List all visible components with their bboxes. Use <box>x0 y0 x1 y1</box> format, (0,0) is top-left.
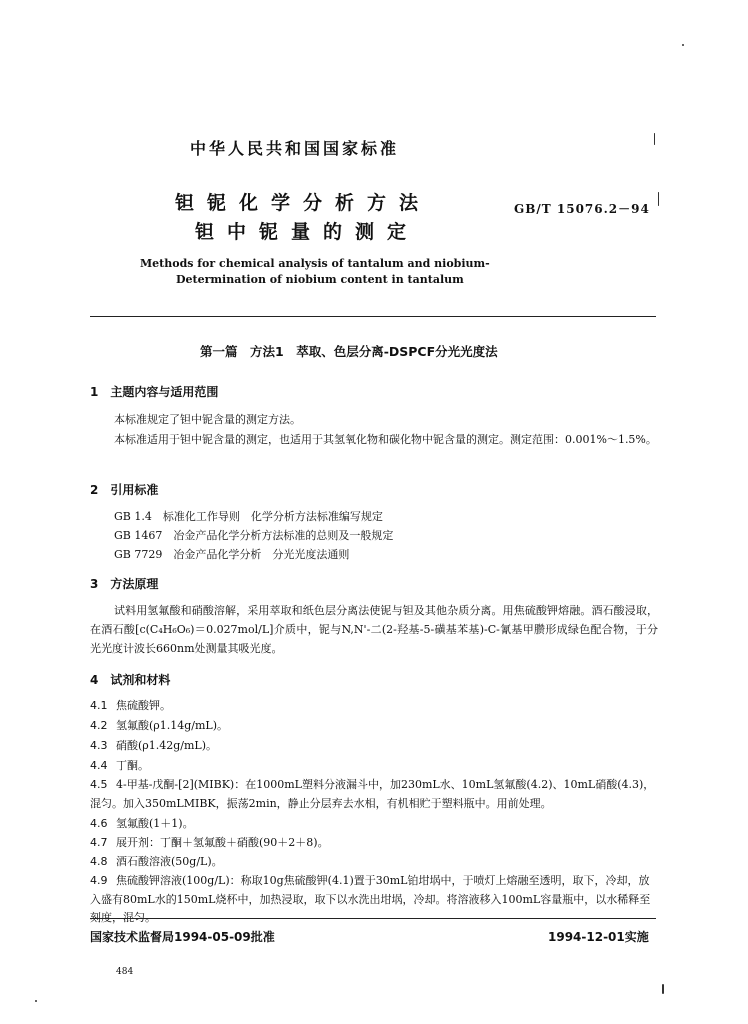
section-4-title: 4 试剂和材料 <box>90 673 171 687</box>
reagent-item <box>90 757 658 776</box>
reagent-number: 4.7 <box>90 836 108 849</box>
section-3-title: 3 方法原理 <box>90 577 159 591</box>
reagent-text: 氢氟酸(ρ1.14g/mL)。 <box>116 719 229 732</box>
scan-speck <box>682 44 684 46</box>
section-1-title: 1 主题内容与适用范围 <box>90 385 219 399</box>
reference-item: GB 7729 冶金产品化学分析 分光光度法通则 <box>114 548 350 561</box>
national-standard-heading: 中华人民共和国国家标准 <box>190 139 400 158</box>
scan-speck <box>662 984 664 994</box>
approval-note: 国家技术监督局1994-05-09批准 <box>90 930 275 944</box>
implementation-date: 1994-12-01实施 <box>548 930 649 944</box>
standard-title-line2: 钽中铌量的测定 <box>195 221 420 243</box>
reagent-item <box>90 834 658 853</box>
section-1-para-1: 本标准规定了钽中铌含量的测定方法。 <box>114 413 301 426</box>
english-title-line1: Methods for chemical analysis of tantalum and niobium- <box>140 257 490 270</box>
footer-divider <box>90 918 656 919</box>
english-title-line2: Determination of niobium content in tantalum <box>176 273 464 286</box>
reagent-item <box>90 872 658 928</box>
reagent-text: 焦硫酸钾。 <box>116 699 171 712</box>
reagent-number: 4.5 <box>90 778 108 791</box>
standard-number: GB/T 15076.2－94 <box>514 202 650 216</box>
header-divider <box>90 316 656 317</box>
reagent-item <box>90 717 658 736</box>
reagent-text: 丁酮。 <box>116 759 149 772</box>
reagent-number: 4.3 <box>90 739 108 752</box>
reagent-item <box>90 697 658 716</box>
page-number: 484 <box>116 967 134 977</box>
reagent-item <box>90 815 658 834</box>
reagent-text: 焦硫酸钾溶液(100g/L)：称取10g焦硫酸钾(4.1)置于30mL铂坩埚中，于喷灯上熔融至透明，取下，冷却，放入盛有80mL水的150mL烧杯中，加热浸取，取下以水洗出坩埚，冷却。将溶液移入100mL容量瓶中，以水稀释至刻度，混匀。 <box>90 874 651 924</box>
reagent-text: 硝酸(ρ1.42g/mL)。 <box>116 739 218 752</box>
scan-speck <box>658 192 659 206</box>
reagent-text: 氢氟酸(1＋1)。 <box>116 817 194 830</box>
reagent-text: 4-甲基-戊酮-[2](MIBK)：在1000mL塑料分液漏斗中，加230mL水、10mL氢氟酸(4.2)、10mL硝酸(4.3)，混匀。加入350mLMIBK，振荡2min，静止分层弃去水相，有机相贮于塑料瓶中。用前处理。 <box>90 778 655 810</box>
reagent-text: 酒石酸溶液(50g/L)。 <box>116 855 223 868</box>
scan-speck <box>35 1000 37 1002</box>
method-title: 第一篇 方法1 萃取、色层分离-DSPCF分光光度法 <box>200 344 498 359</box>
section-2-title: 2 引用标准 <box>90 483 159 497</box>
reagent-number: 4.4 <box>90 759 108 772</box>
section-1-para-2: 本标准适用于钽中铌含量的测定，也适用于其氢氧化物和碳化物中铌含量的测定。测定范围：0.001%～1.5%。 <box>114 433 657 446</box>
reagent-item <box>90 776 658 813</box>
reference-item: GB 1.4 标准化工作导则 化学分析方法标准编写规定 <box>114 510 383 523</box>
reagent-item <box>90 737 658 756</box>
reagent-number: 4.6 <box>90 817 108 830</box>
reagent-number: 4.2 <box>90 719 108 732</box>
reference-item: GB 1467 冶金产品化学分析方法标准的总则及一般规定 <box>114 529 394 542</box>
reagent-number: 4.1 <box>90 699 108 712</box>
section-3-para: 试料用氢氟酸和硝酸溶解，采用萃取和纸色层分离法使铌与钽及其他杂质分离。用焦硫酸钾熔融。酒石酸浸取，在酒石酸[c(C₄H₆O₆)＝0.027mol/L]介质中，铌与N,N'-二(2-羟基-5-磺基苯基)-C-氰基甲臜形成绿色配合物，于分光光度计波长660nm处测量其吸光度。 <box>90 604 658 655</box>
reagent-number: 4.8 <box>90 855 108 868</box>
reagent-item <box>90 853 658 872</box>
reagent-text: 展开剂：丁酮＋氢氟酸＋硝酸(90＋2＋8)。 <box>116 836 329 849</box>
standard-title-line1: 钽铌化学分析方法 <box>175 192 432 214</box>
reagent-number: 4.9 <box>90 874 108 887</box>
scan-speck <box>654 133 655 145</box>
